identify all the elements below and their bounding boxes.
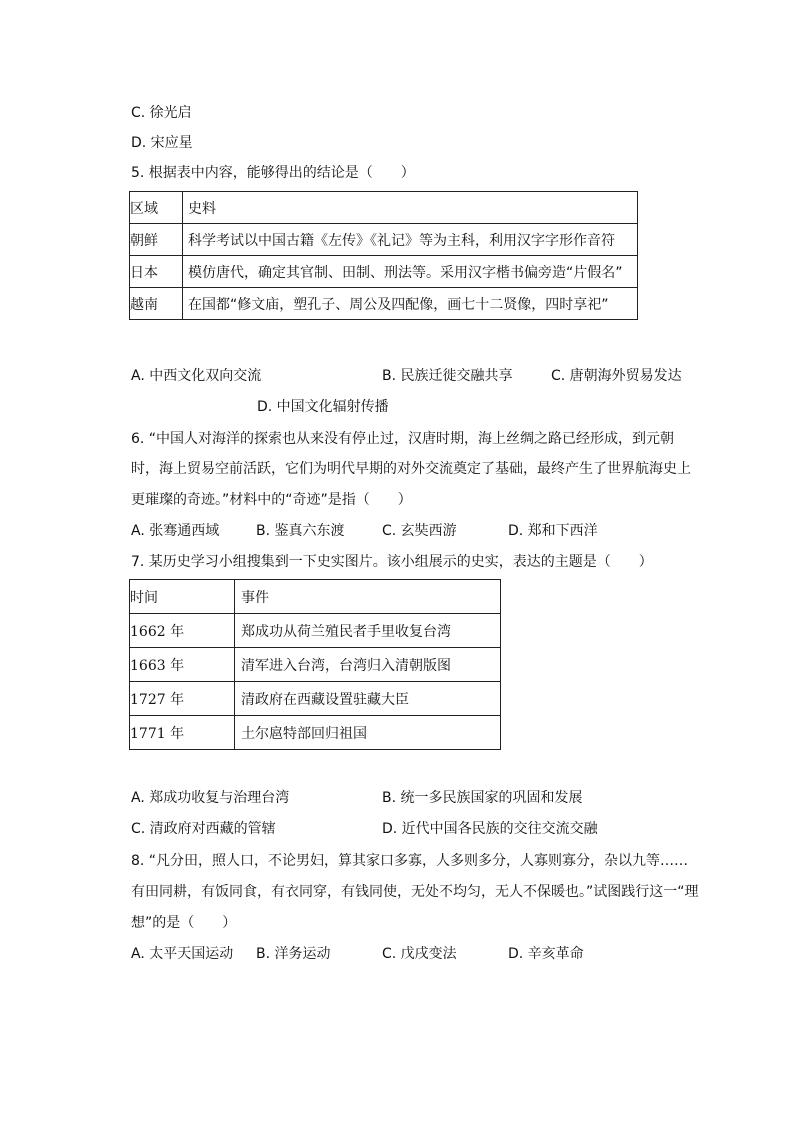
table-cell: 朝鲜	[130, 224, 183, 256]
q8-option-d: D. 辛亥革命	[508, 946, 584, 962]
table-cell: 土尔扈特部回归祖国	[235, 716, 501, 750]
q6-stem-line-3: 更璀璨的奇迹。”材料中的“奇迹”是指（ ）	[131, 492, 412, 508]
table-row	[130, 648, 501, 682]
table-cell: 模仿唐代，确定其官制、田制、刑法等。采用汉字楷书偏旁造“片假名”	[183, 256, 638, 288]
table-cell: 1662 年	[130, 614, 235, 648]
q6-stem-line-1: 6. “中国人对海洋的探索也从来没有停止过，汉唐时期，海上丝绸之路已经形成，到元朝	[131, 431, 675, 447]
table-row	[130, 192, 638, 224]
q7-stem: 7. 某历史学习小组搜集到一下史实图片。该小组展示的史实，表达的主题是（ ）	[131, 554, 653, 570]
table-header-cell: 事件	[235, 580, 501, 614]
table-cell: 越南	[130, 288, 183, 320]
table-header-cell: 区域	[130, 192, 183, 224]
table-row	[130, 288, 638, 320]
q6-option-a: A. 张骞通西域	[131, 523, 220, 539]
table-cell: 郑成功从荷兰殖民者手里收复台湾	[235, 614, 501, 648]
table-cell: 1663 年	[130, 648, 235, 682]
table-cell: 1771 年	[130, 716, 235, 750]
q7-option-b: B. 统一多民族国家的巩固和发展	[382, 790, 583, 806]
q6-option-d: D. 郑和下西洋	[508, 523, 598, 539]
q7-option-d: D. 近代中国各民族的交往交流交融	[382, 821, 598, 837]
q7-option-c: C. 清政府对西藏的管辖	[131, 821, 276, 837]
q5-option-d: D. 中国文化辐射传播	[257, 399, 389, 415]
table-row	[130, 614, 501, 648]
table-row	[130, 682, 501, 716]
q6-option-b: B. 鉴真六东渡	[256, 523, 345, 539]
table-row	[130, 224, 638, 256]
table-cell: 日本	[130, 256, 183, 288]
q8-option-c: C. 戊戌变法	[382, 946, 457, 962]
q8-option-a: A. 太平天国运动	[131, 946, 234, 962]
q5-stem: 5. 根据表中内容，能够得出的结论是（ ）	[131, 165, 415, 181]
q8-option-b: B. 洋务运动	[256, 946, 331, 962]
table-cell: 1727 年	[130, 682, 235, 716]
table-header-cell: 史料	[183, 192, 638, 224]
q5-table	[129, 191, 638, 320]
q8-stem-line-3: 想”的是（ ）	[131, 915, 237, 931]
q6-stem-line-2: 时，海上贸易空前活跃，它们为明代早期的对外交流奠定了基础，最终产生了世界航海史上	[131, 461, 691, 477]
table-row	[130, 716, 501, 750]
table-cell: 科学考试以中国古籍《左传》《礼记》等为主科，利用汉字字形作音符	[183, 224, 638, 256]
q5-option-c: C. 唐朝海外贸易发达	[551, 368, 682, 384]
table-row	[130, 256, 638, 288]
q4-option-c: C. 徐光启	[131, 105, 192, 121]
q4-option-d: D. 宋应星	[131, 135, 193, 151]
q8-stem-line-2: 有田同耕，有饭同食，有衣同穿，有钱同使，无处不均匀，无人不保暖也。”试图践行这一“理	[131, 884, 699, 900]
table-cell: 清军进入台湾，台湾归入清朝版图	[235, 648, 501, 682]
q7-option-a: A. 郑成功收复与治理台湾	[131, 790, 290, 806]
q7-table	[129, 579, 501, 750]
table-cell: 清政府在西藏设置驻藏大臣	[235, 682, 501, 716]
table-cell: 在国都“修文庙，塑孔子、周公及四配像，画七十二贤像，四时享祀”	[183, 288, 638, 320]
q6-option-c: C. 玄奘西游	[382, 523, 457, 539]
table-header-cell: 时间	[130, 580, 235, 614]
q5-option-a: A. 中西文化双向交流	[131, 368, 262, 384]
table-row	[130, 580, 501, 614]
q8-stem-line-1: 8. “凡分田，照人口，不论男妇，算其家口多寡，人多则多分，人寡则寡分，杂以九等……	[131, 853, 689, 869]
q5-option-b: B. 民族迁徙交融共享	[382, 368, 513, 384]
